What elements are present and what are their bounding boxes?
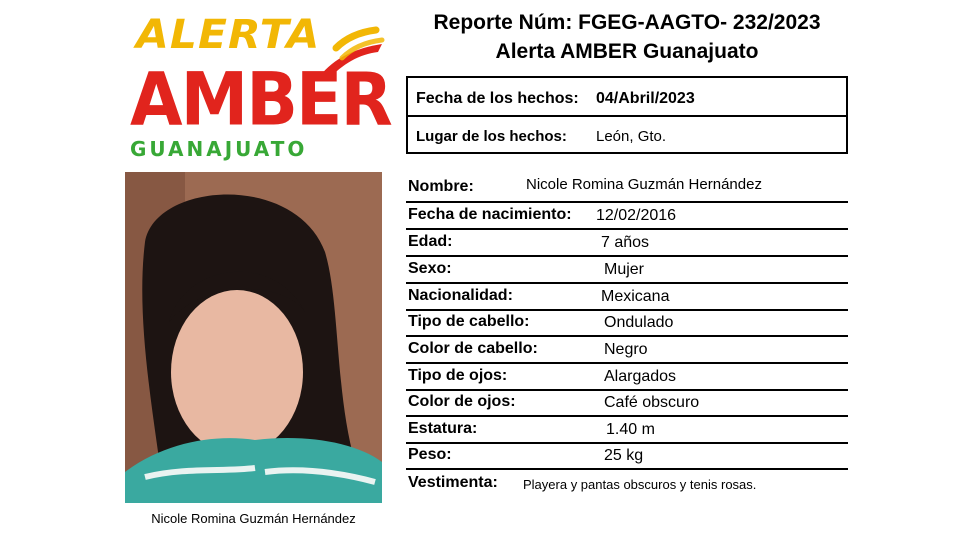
logo-amber-text: AMBER xyxy=(130,56,391,143)
value-peso: 25 kg xyxy=(604,447,644,464)
facts-divider xyxy=(408,115,846,117)
value-estatura: 1.40 m xyxy=(606,421,655,438)
label-sexo: Sexo: xyxy=(408,260,452,277)
value-color-cabello: Negro xyxy=(604,341,648,358)
row-divider xyxy=(406,389,848,391)
label-color-ojos: Color de ojos: xyxy=(408,393,516,410)
logo-swoosh-icon xyxy=(316,18,388,98)
row-divider xyxy=(406,282,848,284)
fact-place-label: Lugar de los hechos: xyxy=(416,128,567,145)
value-nombre: Nicole Romina Guzmán Hernández xyxy=(526,176,762,193)
row-divider xyxy=(406,415,848,417)
photo-caption: Nicole Romina Guzmán Hernández xyxy=(151,511,356,526)
label-estatura: Estatura: xyxy=(408,420,478,437)
report-subtitle: Alerta AMBER Guanajuato xyxy=(495,40,759,63)
label-nacionalidad: Nacionalidad: xyxy=(408,287,513,304)
label-nombre: Nombre: xyxy=(408,178,474,195)
row-divider xyxy=(406,468,848,470)
label-vestimenta: Vestimenta: xyxy=(408,474,498,491)
label-fecha-nacimiento: Fecha de nacimiento: xyxy=(408,206,572,223)
label-tipo-ojos: Tipo de ojos: xyxy=(408,367,508,384)
value-tipo-ojos: Alargados xyxy=(604,368,677,385)
logo-alerta-text: ALERTA xyxy=(136,12,321,58)
missing-child-photo xyxy=(125,172,382,503)
label-edad: Edad: xyxy=(408,233,453,250)
label-color-cabello: Color de cabello: xyxy=(408,340,538,357)
value-edad: 7 años xyxy=(601,234,650,251)
row-divider xyxy=(406,309,848,311)
facts-box xyxy=(406,76,848,154)
value-color-ojos: Café obscuro xyxy=(604,394,700,411)
fact-date-value: 04/Abril/2023 xyxy=(596,90,695,107)
value-nacionalidad: Mexicana xyxy=(601,288,670,305)
value-vestimenta: Playera y pantas obscuros y tenis rosas. xyxy=(523,477,757,492)
row-divider xyxy=(406,228,848,230)
label-tipo-cabello: Tipo de cabello: xyxy=(408,313,530,330)
logo-guanajuato-text: GUANAJUATO xyxy=(130,137,308,161)
row-divider xyxy=(406,255,848,257)
value-fecha-nacimiento: 12/02/2016 xyxy=(596,207,677,224)
row-divider xyxy=(406,335,848,337)
row-divider xyxy=(406,442,848,444)
row-divider xyxy=(406,362,848,364)
fact-date-label: Fecha de los hechos: xyxy=(416,90,579,107)
fact-place-value: León, Gto. xyxy=(596,128,667,145)
value-sexo: Mujer xyxy=(604,261,645,278)
row-divider xyxy=(406,201,848,203)
report-number: Reporte Núm: FGEG-AAGTO- 232/2023 xyxy=(433,11,821,34)
value-tipo-cabello: Ondulado xyxy=(604,314,674,331)
alerta-amber-logo xyxy=(128,8,391,161)
label-peso: Peso: xyxy=(408,446,452,463)
